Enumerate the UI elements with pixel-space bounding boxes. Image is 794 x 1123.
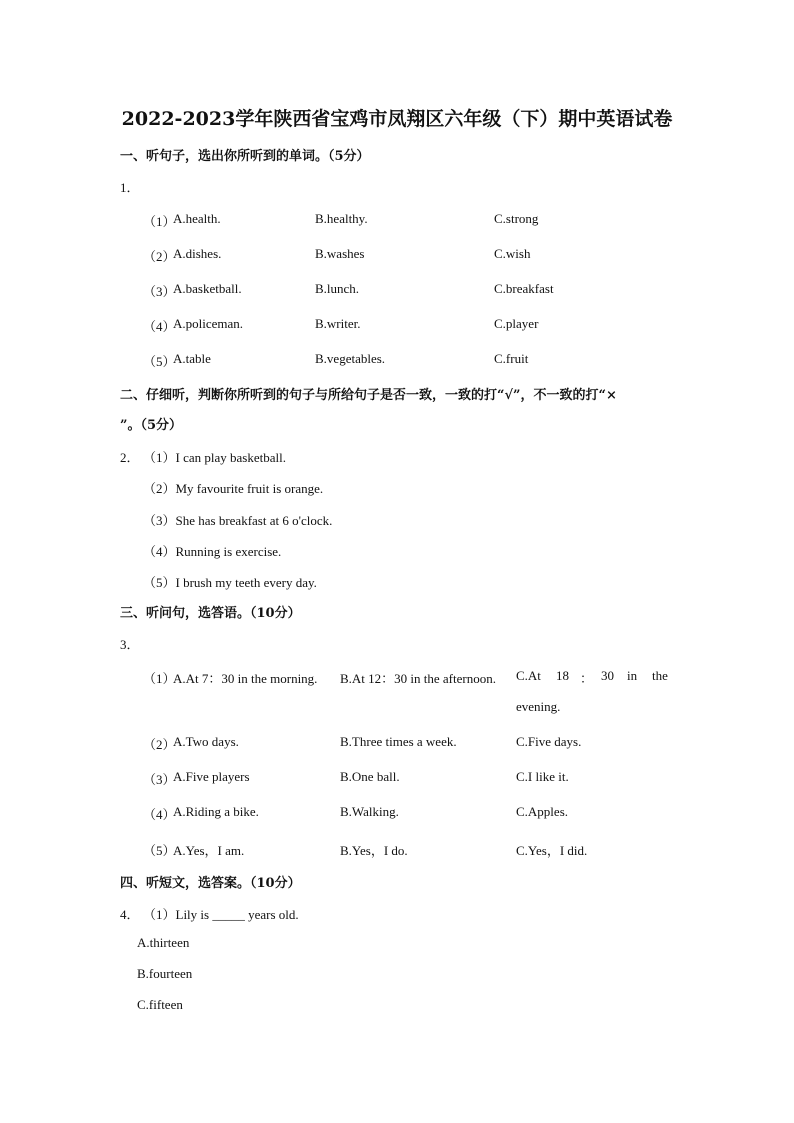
option-a: A.Yes，I am. bbox=[173, 843, 245, 858]
option-c: C.I like it. bbox=[516, 769, 569, 784]
option-number: （3） bbox=[143, 284, 176, 299]
statement-item: （2）My favourite fruit is orange. bbox=[143, 481, 324, 496]
question-4-number: 4． bbox=[120, 907, 140, 922]
option-c: C.Five days. bbox=[516, 734, 582, 749]
q3-option-row bbox=[0, 668, 794, 688]
option-c-word: 18 bbox=[556, 668, 569, 683]
section-4-heading: 四、听短文，选答案。（10分） bbox=[120, 876, 301, 891]
q3-option-row bbox=[0, 840, 794, 860]
option-b: B.vegetables. bbox=[315, 351, 386, 366]
option-c-word: ： bbox=[580, 671, 594, 686]
option-c-word: C.At bbox=[516, 668, 541, 683]
page-title: 2022-2023学年陕西省宝鸡市凤翔区六年级（下）期中英语试卷 bbox=[121, 108, 673, 130]
option-c-word: in bbox=[627, 668, 638, 683]
q1-option-row bbox=[0, 246, 794, 266]
option-a: A.At 7：30 in the morning. bbox=[173, 671, 318, 686]
section-3-heading: 三、听问句，选答语。（10分） bbox=[120, 606, 301, 621]
question-2-number: 2． bbox=[120, 450, 140, 465]
q1-option-row bbox=[0, 281, 794, 301]
option-number: （1） bbox=[143, 671, 176, 686]
option-c: C.Apples. bbox=[516, 804, 568, 819]
q1-option-row bbox=[0, 351, 794, 371]
question-3-number: 3． bbox=[120, 637, 140, 652]
option-b: B.washes bbox=[315, 246, 365, 261]
section-2-heading-line2: ”。（5分） bbox=[120, 418, 183, 433]
option-number: （2） bbox=[143, 737, 176, 752]
option-a: A.health. bbox=[173, 211, 221, 226]
option-b: B.At 12：30 in the afternoon. bbox=[340, 671, 496, 686]
option-a: A.Riding a bike. bbox=[173, 804, 259, 819]
q1-option-row bbox=[0, 211, 794, 231]
option-c: C.breakfast bbox=[494, 281, 554, 296]
option-b: B.One ball. bbox=[340, 769, 400, 784]
answer-option: B.fourteen bbox=[137, 966, 193, 981]
answer-option: A.thirteen bbox=[137, 935, 190, 950]
option-a: A.policeman. bbox=[173, 316, 244, 331]
option-c: C.fruit bbox=[494, 351, 529, 366]
statement-item: （3）She has breakfast at 6 o'clock. bbox=[143, 513, 333, 528]
option-c: C.player bbox=[494, 316, 539, 331]
question-1-number: 1． bbox=[120, 180, 140, 195]
q1-option-row bbox=[0, 316, 794, 336]
statement-item: （4）Running is exercise. bbox=[143, 544, 282, 559]
option-a: A.Five players bbox=[173, 769, 250, 784]
option-a: A.basketball. bbox=[173, 281, 242, 296]
answer-option: C.fifteen bbox=[137, 997, 183, 1012]
question-4-stem: （1）Lily is _____ years old. bbox=[143, 907, 299, 922]
option-a: A.Two days. bbox=[173, 734, 239, 749]
option-a: A.table bbox=[173, 351, 211, 366]
option-c-word: 30 bbox=[601, 668, 614, 683]
option-number: （4） bbox=[143, 807, 176, 822]
option-b: B.Walking. bbox=[340, 804, 399, 819]
option-b: B.writer. bbox=[315, 316, 361, 331]
option-number: （2） bbox=[143, 249, 176, 264]
option-number: （1） bbox=[143, 214, 176, 229]
option-number: （5） bbox=[143, 354, 176, 369]
option-c-word: the bbox=[652, 668, 668, 683]
option-b: B.healthy. bbox=[315, 211, 368, 226]
option-b: B.Yes，I do. bbox=[340, 843, 408, 858]
option-c: C.strong bbox=[494, 211, 539, 226]
option-number: （3） bbox=[143, 772, 176, 787]
q3-option-row bbox=[0, 769, 794, 789]
option-c: C.wish bbox=[494, 246, 531, 261]
option-b: B.Three times a week. bbox=[340, 734, 457, 749]
option-a: A.dishes. bbox=[173, 246, 222, 261]
section-1-heading: 一、听句子，选出你所听到的单词。（5分） bbox=[120, 149, 370, 164]
option-c: C.Yes，I did. bbox=[516, 843, 588, 858]
option-number: （4） bbox=[143, 319, 176, 334]
option-number: （5） bbox=[143, 843, 176, 858]
section-2-heading-line1: 二、仔细听，判断你所听到的句子与所给句子是否一致，一致的打“√”，不一致的打“× bbox=[120, 388, 617, 403]
statement-item: （5）I brush my teeth every day. bbox=[143, 575, 317, 590]
q3-option-row bbox=[0, 804, 794, 824]
option-c-continuation: evening. bbox=[516, 699, 561, 714]
statement-item: （1）I can play basketball. bbox=[143, 450, 286, 465]
option-b: B.lunch. bbox=[315, 281, 360, 296]
q3-option-row bbox=[0, 734, 794, 754]
